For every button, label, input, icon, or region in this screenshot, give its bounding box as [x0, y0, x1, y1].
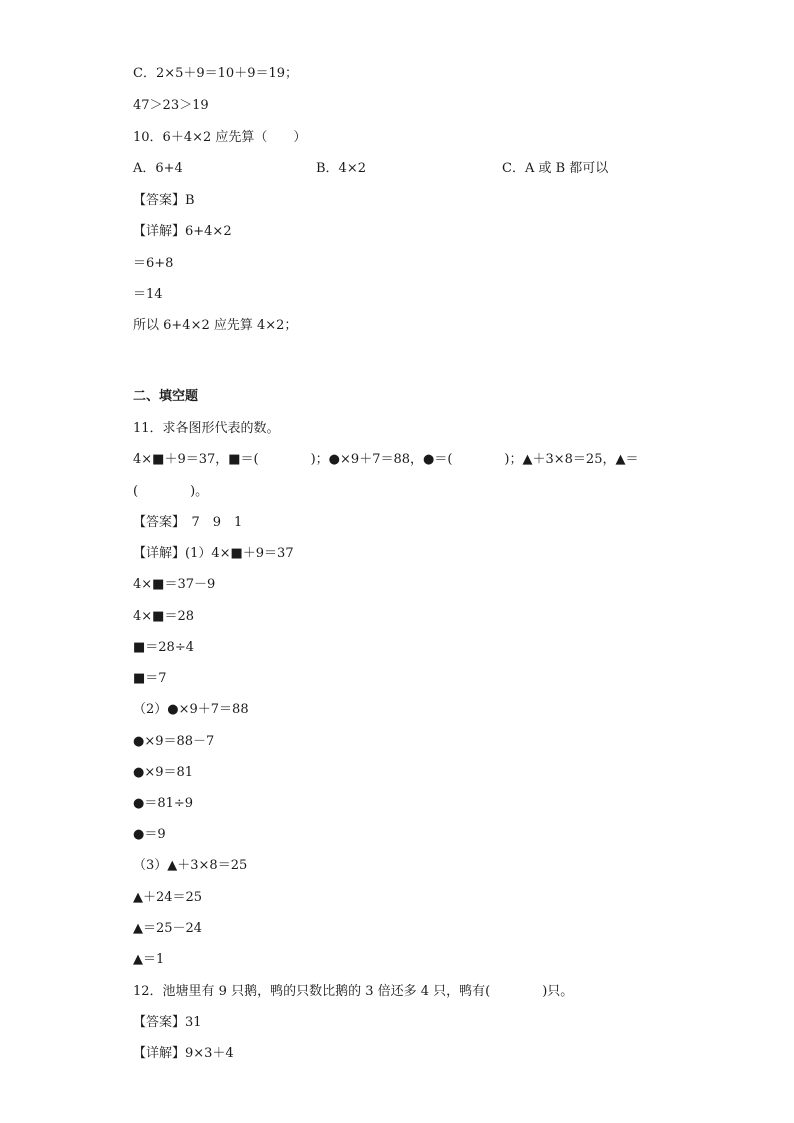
q10-detail-line: 所以 6+4×2 应先算 4×2；: [133, 318, 298, 333]
q11-answer: 【答案】 7 9 1: [133, 515, 243, 530]
q10-option-b: B．4×2: [316, 161, 366, 176]
q10-detail-line: 【详解】6+4×2: [133, 224, 232, 239]
q11-equations-line: ( )。: [133, 484, 209, 499]
q11-detail-line: （2）●×9＋7＝88: [133, 702, 249, 717]
q12-question: 12．池塘里有 9 只鹅，鸭的只数比鹅的 3 倍还多 4 只，鸭有( )只。: [133, 984, 574, 999]
section-title: 二、填空题: [133, 389, 199, 404]
q11-detail-line: ▲＋24＝25: [133, 890, 203, 905]
q10-detail-line: ＝6+8: [133, 256, 174, 271]
q11-detail-line: ■＝28÷4: [133, 640, 194, 655]
q11-detail-line: ■＝7: [133, 671, 167, 686]
q11-detail-line: ▲＝1: [133, 952, 165, 967]
q9-option-c: C．2×5＋9＝10＋9＝19；: [133, 66, 299, 81]
q10-question: 10．6＋4×2 应先算（ ）: [133, 130, 307, 145]
q10-detail-line: ＝14: [133, 287, 163, 302]
q10-option-a: A．6+4: [133, 161, 183, 176]
q10-answer: 【答案】B: [133, 193, 195, 208]
q10-option-c: C．A 或 B 都可以: [502, 161, 609, 176]
q11-detail-line: 4×■＝37－9: [133, 577, 216, 592]
q11-question: 11．求各图形代表的数。: [133, 421, 280, 436]
q11-detail-line: ▲＝25－24: [133, 921, 203, 936]
q11-detail-line: （3）▲＋3×8＝25: [133, 858, 248, 873]
q11-detail-line: ●＝81÷9: [133, 796, 194, 811]
q11-detail-line: ●＝9: [133, 827, 166, 842]
q12-detail-line: 【详解】9×3＋4: [133, 1046, 234, 1061]
q11-detail-line: 4×■＝28: [133, 609, 194, 624]
q11-equations-line: 4×■＋9＝37，■＝( )；●×9＋7＝88，●＝( )；▲＋3×8＝25，▲＝: [133, 452, 639, 467]
q9-comparison: 47＞23＞19: [133, 98, 209, 113]
q11-detail-line: ●×9＝88－7: [133, 734, 215, 749]
q12-answer: 【答案】31: [133, 1015, 202, 1030]
q11-detail-line: ●×9＝81: [133, 765, 194, 780]
q11-detail-line: 【详解】(1）4×■＋9＝37: [133, 546, 294, 561]
